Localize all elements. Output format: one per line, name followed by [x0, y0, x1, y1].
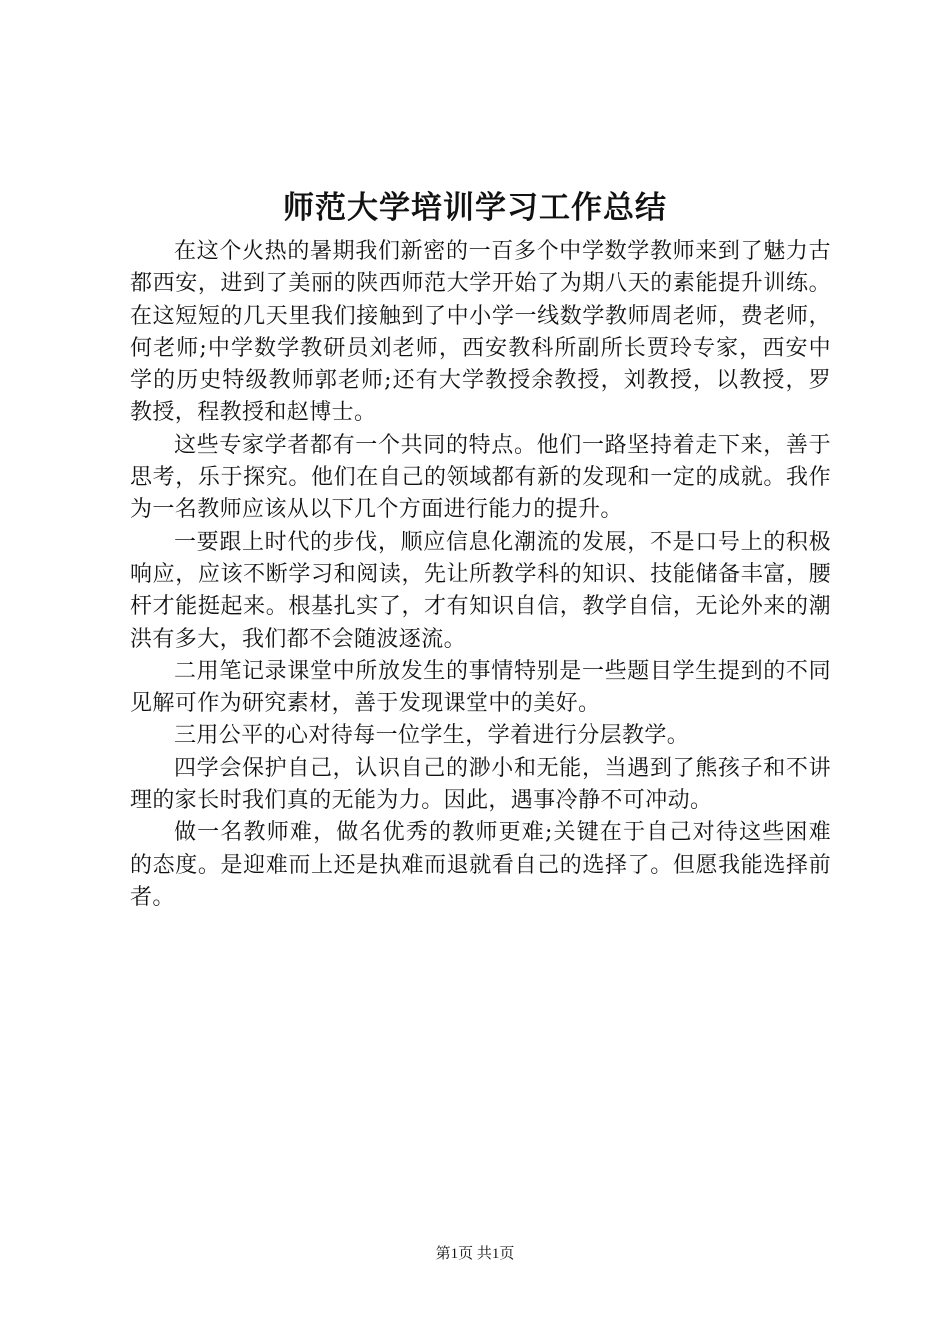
page-footer: 第1页 共1页 [435, 1246, 515, 1262]
paragraph-2: 这些专家学者都有一个共同的特点。他们一路坚持着走下来，善于思考，乐于探究。他们在自己的领域都有新的发现和一定的成就。我作为一名教师应该从以下几个方面进行能力的提升。 [130, 432, 831, 523]
paragraph-1: 在这个火热的暑期我们新密的一百多个中学数学教师来到了魅力古都西安，进到了美丽的陕西师范大学开始了为期八天的素能提升训练。在这短短的几天里我们接触到了中小学一线数学教师周老师，费老师，何老师;中学数学教研员刘老师，西安教科所副所长贾玲专家，西安中学的历史特级教师郭老师;还有大学教授余教授，刘教授，以教授，罗教授，程教授和赵博士。 [130, 239, 831, 426]
paragraph-5: 三用公平的心对待每一位学生，学着进行分层教学。 [174, 723, 690, 749]
paragraph-7: 做一名教师难，做名优秀的教师更难;关键在于自己对待这些困难的态度。是迎难而上还是执难而退就看自己的选择了。但愿我能选择前者。 [130, 820, 831, 910]
paragraph-4: 二用笔记录课堂中所放发生的事情特别是一些题目学生提到的不同见解可作为研究素材，善于发现课堂中的美好。 [130, 658, 831, 717]
paragraph-3: 一要跟上时代的步伐，顺应信息化潮流的发展，不是口号上的积极响应，应该不断学习和阅读，先让所教学科的知识、技能储备丰富，腰杆才能挺起来。根基扎实了，才有知识自信，教学自信，无论外来的潮洪有多大，我们都不会随波逐流。 [130, 529, 831, 652]
document-title: 师范大学培训学习工作总结 [283, 190, 667, 226]
paragraph-6: 四学会保护自己，认识自己的渺小和无能，当遇到了熊孩子和不讲理的家长时我们真的无能为力。因此，遇事冷静不可冲动。 [130, 755, 831, 814]
document-body [130, 236, 831, 914]
